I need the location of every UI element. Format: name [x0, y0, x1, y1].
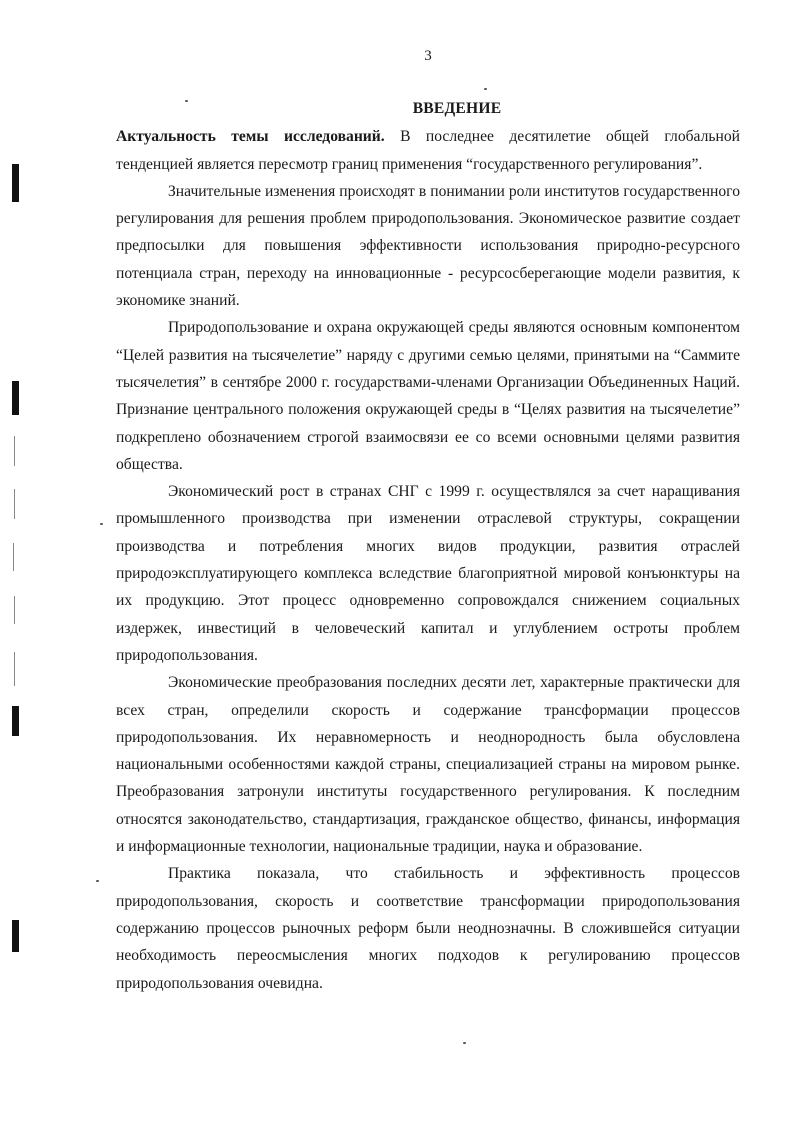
- page-number: 3: [424, 48, 432, 64]
- paragraph-4: Экономический рост в странах СНГ с 1999 г. осуществлялся за счет наращивания промышленного производства при изменении отраслевой структуры, сокращении производства и потребления многих видов продукции, развития отраслей природоэксплуатирующего комплекса вследствие благоприятной мировой конъюнктуры на их продукцию. Этот процесс одновременно сопровождался снижением социальных издержек, инвестиций в человеческий капитал и углублением остроты проблем природопользования.: [116, 483, 740, 664]
- scan-mark: [12, 920, 19, 952]
- page-body: [116, 95, 740, 997]
- scan-speck: [463, 1042, 466, 1044]
- lead-phrase: Актуальность темы исследований.: [116, 128, 385, 146]
- paragraph-5: Экономические преобразования последних десяти лет, характерные практически для всех стран, определили скорость и содержание трансформации процессов природопользования. Их неравномерность и неоднородность была обусловлена национальными особенностями каждой страны, специализацией страны на мировом рынке. Преобразования затронули институты государственного регулирования. К последним относятся законодательство, стандартизация, гражданское общество, финансы, информация и информационные технологии, национальные традиции, наука и образование.: [116, 674, 740, 856]
- scan-line: [14, 652, 15, 686]
- scan-speck: [100, 523, 103, 525]
- scan-line: [14, 489, 15, 519]
- scan-line: [13, 543, 14, 571]
- section-heading: ВВЕДЕНИЕ: [412, 100, 502, 117]
- scan-mark: [12, 164, 19, 202]
- paragraph-1: [116, 123, 740, 178]
- paragraph-3: Природопользование и охрана окружающей среды являются основным компонентом “Целей развития на тысячелетие” наряду с другими семью целями, принятыми на “Саммите тысячелетия” в сентябре 2000 г. государствами-членами Организации Объединенных Наций. Признание центрального положения окружающей среды в “Целях развития на тысячелетие” подкреплено обозначением строгой взаимосвязи ее со всеми основными целями развития общества.: [116, 319, 740, 473]
- paragraph-6: Практика показала, что стабильность и эффективность процессов природопользования, скорость и соответствие трансформации природопользования содержанию процессов рыночных реформ были неоднозначны. В сложившейся ситуации необходимость переосмысления многих подходов к регулированию процессов природопользования очевидна.: [116, 865, 740, 992]
- scan-speck: [484, 88, 487, 90]
- scan-mark: [12, 706, 19, 736]
- paragraph-1-text: В последнее десятилетие общей глобальной тенденцией является пересмотр границ применения “государственного регулирования”.: [116, 128, 740, 173]
- paragraph-2: Значительные изменения происходят в понимании роли институтов государственного регулирования для решения проблем природопользования. Экономическое развитие создает предпосылки для повышения эффективности использования природно-ресурсного потенциала стран, переходу на инновационные - ресурсосберегающие модели развития, к экономике знаний.: [116, 182, 740, 310]
- scan-line: [14, 596, 15, 624]
- scan-mark: [12, 381, 19, 415]
- scan-speck: [96, 880, 99, 882]
- scan-line: [14, 436, 15, 466]
